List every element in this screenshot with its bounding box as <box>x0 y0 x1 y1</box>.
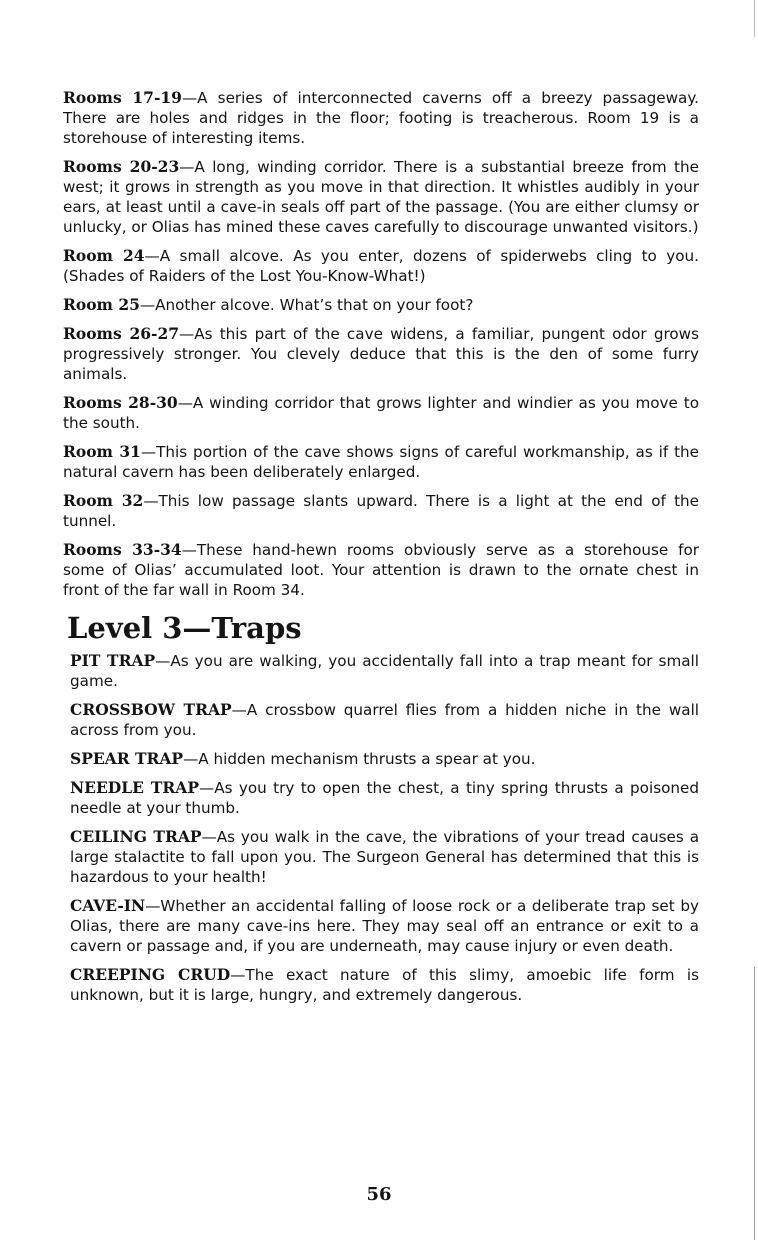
room-description: —As this part of the cave widens, a familiar, pungent odor grows progressively stronger. You clevely deduce that this is the den of some furry animals. <box>63 325 700 383</box>
room-description: —A series of interconnected caverns off a breezy passageway. There are holes and ridges in the floor; footing is treacherous. Room 19 is a storehouse of interesting items. <box>63 89 699 147</box>
room-entry <box>63 88 699 148</box>
room-entry <box>63 540 699 600</box>
page-edge-line <box>754 0 755 1240</box>
room-entry <box>63 491 699 531</box>
room-entry <box>63 246 699 286</box>
page-body <box>63 88 699 1014</box>
room-description: —Another alcove. What’s that on your foot? <box>139 296 474 314</box>
room-entry <box>63 393 699 433</box>
room-label: Rooms 17-19 <box>63 88 182 107</box>
page-number: 56 <box>366 1184 392 1205</box>
room-entry <box>63 442 699 482</box>
trap-entry <box>70 700 699 740</box>
room-description: —A small alcove. As you enter, dozens of spiderwebs cling to you. (Shades of Raiders of the Lost You-Know-What!) <box>63 247 699 285</box>
room-label: Room 31 <box>63 442 141 461</box>
trap-description: —Whether an accidental falling of loose rock or a deliberate trap set by Olias, there are many cave-ins here. They may seal off an entrance or exit to a cavern or passage and, if you are underneath, may cause injury or even death. <box>70 897 699 955</box>
room-entry <box>63 157 699 237</box>
room-description: —These hand-hewn rooms obviously serve as a storehouse for some of Olias’ accumulated loot. Your attention is drawn to the ornate chest in front of the far wall in Room 34. <box>63 541 700 599</box>
trap-entry <box>70 651 699 691</box>
room-label: Room 32 <box>63 491 144 510</box>
room-description: —This low passage slants upward. There is a light at the end of the tunnel. <box>63 492 699 530</box>
level-heading: Level 3—Traps <box>67 611 302 645</box>
room-label: Room 24 <box>63 246 145 265</box>
trap-description: —The exact nature of this slimy, amoebic life form is unknown, but it is large, hungry, and extremely dangerous. <box>70 966 699 1004</box>
room-entry <box>63 295 699 315</box>
room-label: Room 25 <box>63 295 140 314</box>
trap-description: —A crossbow quarrel flies from a hidden niche in the wall across from you. <box>70 701 700 739</box>
trap-description: —As you are walking, you accidentally fall into a trap meant for small game. <box>70 652 699 690</box>
trap-label: CAVE-IN <box>70 896 146 915</box>
trap-entry <box>70 778 699 818</box>
trap-label: CREEPING CRUD <box>70 965 231 984</box>
trap-label: PIT TRAP <box>70 651 156 670</box>
trap-description: —A hidden mechanism thrusts a spear at you. <box>183 750 536 768</box>
trap-label: SPEAR TRAP <box>70 749 184 768</box>
trap-description: —As you try to open the chest, a tiny spring thrusts a poisoned needle at your thumb. <box>70 779 700 817</box>
trap-entry <box>70 827 699 887</box>
trap-label: CEILING TRAP <box>70 827 202 846</box>
room-label: Rooms 28-30 <box>63 393 178 412</box>
room-description: —This portion of the cave shows signs of careful workmanship, as if the natural cavern has been deliberately enlarged. <box>63 443 699 481</box>
room-label: Rooms 20-23 <box>63 157 180 176</box>
room-label: Rooms 26-27 <box>63 324 180 343</box>
trap-description: —As you walk in the cave, the vibrations of your tread causes a large stalactite to fall upon you. The Surgeon General has determined that this is hazardous to your health! <box>70 828 699 886</box>
trap-label: NEEDLE TRAP <box>70 778 199 797</box>
trap-entry <box>70 749 699 769</box>
trap-label: CROSSBOW TRAP <box>70 700 232 719</box>
trap-entry <box>70 896 699 956</box>
room-entry <box>63 324 699 384</box>
room-description: —A long, winding corridor. There is a substantial breeze from the west; it grows in strength as you move in that direction. It whistles audibly in your ears, at least until a cave-in seals off part of the passage. (You are either clumsy or unlucky, or Olias has mined these caves carefully to discourage unwanted visitors.) <box>63 158 699 236</box>
trap-entry <box>70 965 699 1005</box>
room-label: Rooms 33-34 <box>63 540 182 559</box>
room-description: —A winding corridor that grows lighter and windier as you move to the south. <box>63 394 699 432</box>
